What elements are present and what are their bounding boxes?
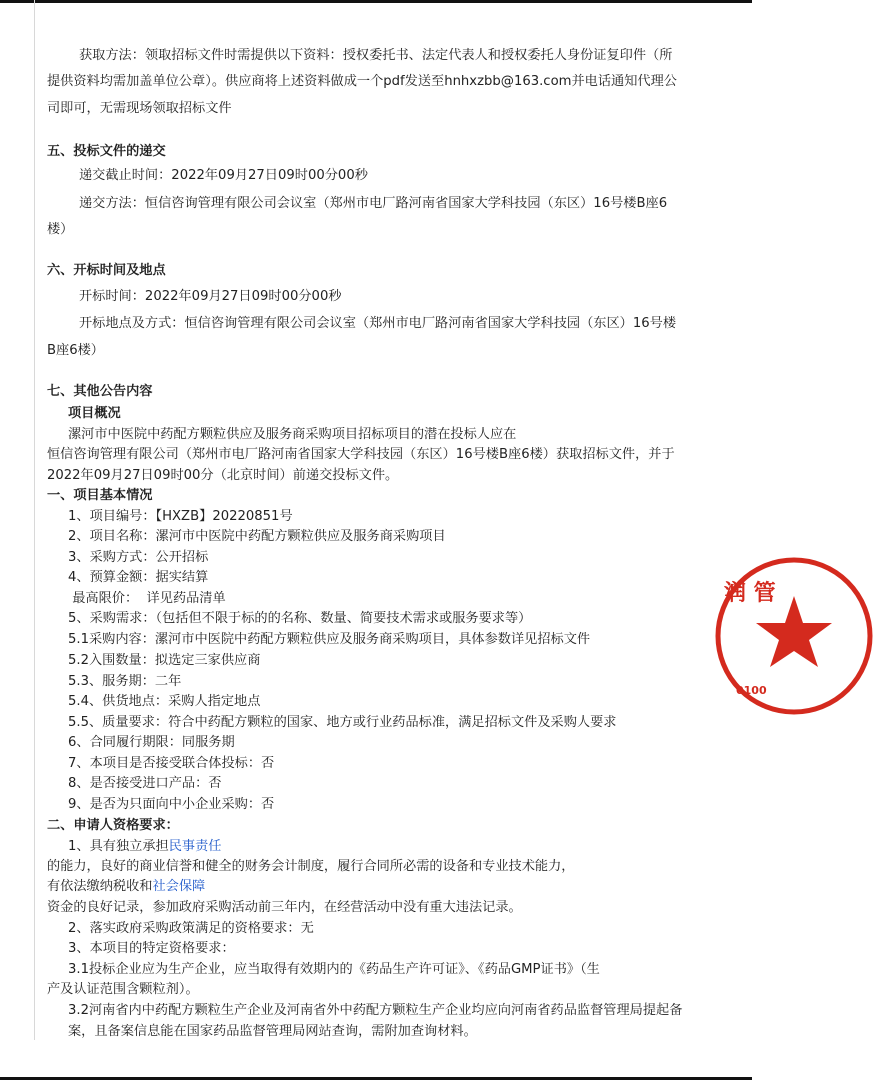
- section-6-title: 六、开标时间及地点: [47, 263, 166, 278]
- official-seal-stamp: [714, 556, 874, 716]
- qualification-1-line-3: [47, 877, 205, 897]
- delivery-method-line-2: 楼）: [47, 222, 74, 237]
- basic-item: 6、合同履行期限：同服务期: [68, 735, 235, 750]
- basic-item: 1、项目编号：【HXZB】20220851号: [68, 509, 293, 524]
- delivery-method-line-1: 递交方法：恒信咨询管理有限公司会议室（郑州市电厂路河南省国家大学科技园（东区）16号楼B座6: [79, 196, 668, 211]
- acquire-line-3: 司即可，无需现场领取招标文件: [47, 101, 232, 116]
- qualification-3-1-line-1: 3.1投标企业应为生产企业，应当取得有效期内的《药品生产许可证》、《药品GMP证书》（生: [68, 962, 600, 977]
- qualification-3-2-line-2: 案，且备案信息能在国家药品监督管理局网站查询，需附加查询材料。: [68, 1024, 477, 1039]
- overview-line-1: 漯河市中医院中药配方颗粒供应及服务商采购项目招标项目的潜在投标人应在: [68, 427, 517, 442]
- qualification-1-text-2: 有依法缴纳税收和: [47, 879, 153, 894]
- basic-item: 8、是否接受进口产品：否: [68, 776, 222, 791]
- qualification-1-line-4: 资金的良好记录，参加政府采购活动前三年内，在经营活动中没有重大违法记录。: [47, 900, 522, 915]
- civil-liability-link[interactable]: 民事责任: [168, 839, 222, 854]
- seal-text: 润 管: [724, 581, 776, 606]
- top-border: [0, 0, 752, 3]
- acquire-line-2: 提供资料均需加盖单位公章）。供应商将上述资料做成一个pdf发送至hnhxzbb@163.com并电话通知代理公: [47, 74, 677, 89]
- left-rule: [34, 0, 35, 1040]
- qualification-title: 二、申请人资格要求：: [47, 818, 179, 833]
- section-7-title: 七、其他公告内容: [47, 384, 153, 399]
- section-5-title: 五、投标文件的递交: [47, 144, 166, 159]
- overview-line-3: 2022年09月27日09时00分（北京时间）前递交投标文件。: [47, 468, 399, 483]
- basic-item: 2、项目名称：漯河市中医院中药配方颗粒供应及服务商采购项目: [68, 529, 446, 544]
- qualification-2: 2、落实政府采购政策满足的资格要求：无: [68, 921, 314, 936]
- overview-line-2: 恒信咨询管理有限公司（郑州市电厂路河南省国家大学科技园（东区）16号楼B座6楼）获取招标文件，并于: [47, 447, 675, 462]
- opening-place-line-2: B座6楼）: [47, 343, 104, 358]
- seal-digits: 0100: [736, 684, 767, 697]
- qualification-3: 3、本项目的特定资格要求：: [68, 941, 235, 956]
- qualification-3-1-line-2: 产及认证范围含颗粒剂）。: [47, 982, 199, 997]
- basic-item: 5.3、服务期：二年: [68, 674, 182, 689]
- basic-item: 9、是否为只面向中小企业采购：否: [68, 797, 275, 812]
- qualification-1-line-2: 的能力，良好的商业信誉和健全的财务会计制度，履行合同所必需的设备和专业技术能力，: [47, 859, 575, 874]
- social-security-link[interactable]: 社会保障: [152, 879, 206, 894]
- qualification-3-2-line-1: 3.2河南省内中药配方颗粒生产企业及河南省外中药配方颗粒生产企业均应向河南省药品监督管理局提起备: [68, 1003, 683, 1018]
- basic-item: 5.5、质量要求：符合中药配方颗粒的国家、地方或行业药品标准，满足招标文件及采购人要求: [68, 715, 617, 730]
- seal-star-icon: [756, 596, 832, 667]
- opening-place-line-1: 开标地点及方式：恒信咨询管理有限公司会议室（郑州市电厂路河南省国家大学科技园（东区）16号楼: [79, 316, 677, 331]
- qualification-1-text: 1、具有独立承担: [68, 839, 169, 854]
- basic-item: 5、采购需求：（包括但不限于标的的名称、数量、简要技术需求或服务要求等）: [68, 611, 532, 626]
- deadline-text: 递交截止时间：2022年09月27日09时00分00秒: [79, 168, 368, 183]
- basic-info-title: 一、项目基本情况: [47, 488, 153, 503]
- opening-time-text: 开标时间：2022年09月27日09时00分00秒: [79, 289, 342, 304]
- basic-item: 7、本项目是否接受联合体投标：否: [68, 756, 275, 771]
- basic-item: 5.4、供货地点：采购人指定地点: [68, 694, 261, 709]
- qualification-1-line-1: [68, 837, 221, 857]
- basic-item: 5.1采购内容：漯河市中医院中药配方颗粒供应及服务商采购项目，具体参数详见招标文件: [68, 632, 591, 647]
- acquire-line-1: 获取方法：领取招标文件时需提供以下资料：授权委托书、法定代表人和授权委托人身份证复印件（所: [79, 48, 673, 63]
- basic-item: 3、采购方式：公开招标: [68, 550, 209, 565]
- basic-item: 5.2入围数量：拟选定三家供应商: [68, 653, 261, 668]
- overview-title: 项目概况: [68, 406, 121, 421]
- basic-item: 最高限价： 详见药品清单: [68, 591, 226, 606]
- basic-item: 4、预算金额：据实结算: [68, 570, 209, 585]
